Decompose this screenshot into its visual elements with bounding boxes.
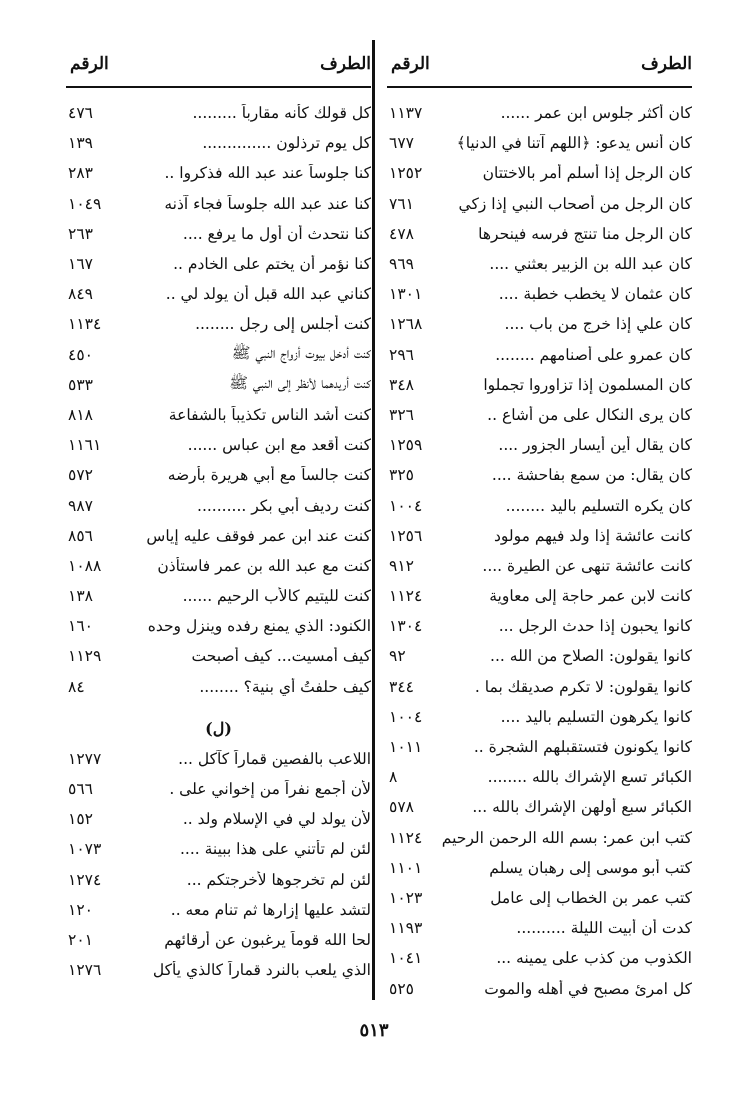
page-number: ٥١٣ bbox=[359, 1020, 389, 1041]
entry-text: الكبائر سبع أولهن الإشراك بالله ... bbox=[472, 798, 692, 817]
index-entry bbox=[387, 611, 692, 641]
entry-number: ١٥٢ bbox=[68, 810, 93, 829]
entry-number: ١١٠١ bbox=[389, 858, 423, 877]
entry-text: لتشد عليها إزارها ثم تنام معه .. bbox=[170, 900, 371, 919]
entry-text: كان عبد الله بن الزبير بعثني .... bbox=[489, 255, 692, 274]
entry-number: ٤٧٨ bbox=[389, 224, 414, 243]
entry-number: ١٣٨ bbox=[68, 587, 93, 606]
index-entry bbox=[66, 460, 371, 490]
index-entry bbox=[66, 925, 371, 955]
entry-text: الكنود: الذي يمنع رفده وينزل وحده bbox=[147, 617, 371, 636]
entry-text: كنت أشد الناس تكذيباً بالشفاعة bbox=[168, 405, 371, 424]
entry-text: لحا الله قوماً يرغبون عن أرقائهم bbox=[164, 930, 371, 949]
entry-number: ١٠٤٩ bbox=[68, 194, 102, 213]
entry-text: كان الرجل منا تنتج فرسه فينحرها bbox=[478, 224, 692, 243]
index-entry bbox=[66, 834, 371, 864]
right-entries bbox=[387, 88, 692, 1004]
index-entry bbox=[66, 581, 371, 611]
index-entry bbox=[66, 611, 371, 641]
index-entry bbox=[387, 762, 692, 792]
entry-text: كنت عند ابن عمر فوقف عليه إياس bbox=[146, 526, 371, 545]
entry-text: كنا نؤمر أن يختم على الخادم .. bbox=[173, 255, 371, 274]
index-entry bbox=[66, 521, 371, 551]
index-entry bbox=[387, 823, 692, 853]
entry-number: ٩٨٧ bbox=[68, 496, 93, 515]
entry-number: ١١٦١ bbox=[68, 436, 102, 455]
index-entry bbox=[66, 98, 371, 128]
index-entry bbox=[66, 672, 371, 702]
index-entry bbox=[387, 913, 692, 943]
entry-text: كيف أمسيت... كيف أصبحت bbox=[191, 647, 371, 666]
entry-text: اللاعب بالفصين قماراً كآكل ... bbox=[178, 749, 371, 768]
entry-text: كان أنس يدعو: ﴿اللهم آتنا في الدنيا﴾ bbox=[456, 134, 692, 153]
entry-number: ٥٢٥ bbox=[389, 979, 414, 998]
entry-text: كان يكره التسليم باليد ........ bbox=[505, 496, 692, 515]
entry-text: لئن لم تأتني على هذا ببينة .... bbox=[179, 840, 371, 859]
entry-number: ٩١٢ bbox=[389, 556, 414, 575]
index-entry bbox=[387, 853, 692, 883]
entry-number: ١٠٢٣ bbox=[389, 888, 423, 907]
entry-number: ٥٧٢ bbox=[68, 466, 93, 485]
entry-number: ١٢٧٦ bbox=[68, 961, 102, 980]
entry-number: ١٣٠١ bbox=[389, 285, 423, 304]
index-entry bbox=[66, 309, 371, 339]
index-entry bbox=[387, 521, 692, 551]
right-column-header bbox=[387, 40, 692, 88]
entry-number: ١٠٨٨ bbox=[68, 556, 102, 575]
term-header: الطرف bbox=[320, 54, 371, 74]
index-entry bbox=[387, 340, 692, 370]
entry-number: ١١٣٧ bbox=[389, 104, 423, 123]
entry-text: كانوا يكرهون التسليم باليد .... bbox=[500, 707, 692, 726]
entry-text: كان أكثر جلوس ابن عمر ...... bbox=[500, 104, 692, 123]
index-entry bbox=[66, 865, 371, 895]
index-entry bbox=[66, 955, 371, 985]
entry-text: كانوا يقولون: الصلاح من الله ... bbox=[490, 647, 692, 666]
index-entry bbox=[387, 551, 692, 581]
index-entry bbox=[66, 128, 371, 158]
index-entry bbox=[66, 804, 371, 834]
right-column bbox=[387, 40, 692, 1004]
index-entry bbox=[66, 340, 371, 370]
index-entry bbox=[66, 774, 371, 804]
entry-text: كان الرجل من أصحاب النبي إذا زكي bbox=[458, 194, 692, 213]
index-entry bbox=[387, 641, 692, 671]
index-entry bbox=[66, 490, 371, 520]
entry-number: ١٠١١ bbox=[389, 738, 423, 757]
entry-number: ٨٤٩ bbox=[68, 285, 93, 304]
index-entry bbox=[387, 370, 692, 400]
index-entry bbox=[387, 158, 692, 188]
entry-text: كانت عائشة إذا ولد فيهم مولود bbox=[493, 526, 692, 545]
entry-number: ٥٦٦ bbox=[68, 780, 93, 799]
left-entries-lam bbox=[66, 744, 371, 986]
index-page bbox=[52, 40, 692, 1000]
entry-number: ٨٥٦ bbox=[68, 526, 93, 545]
entry-number: ١٢٧٤ bbox=[68, 870, 102, 889]
index-entry bbox=[387, 279, 692, 309]
entry-text: كانت عائشة تنهى عن الطيرة .... bbox=[482, 556, 692, 575]
entry-number: ١٢٠ bbox=[68, 900, 93, 919]
index-entry bbox=[66, 189, 371, 219]
entry-number: ٢٠١ bbox=[68, 930, 93, 949]
entry-number: ١٠٠٤ bbox=[389, 707, 423, 726]
header-rule bbox=[66, 86, 371, 88]
index-entry bbox=[387, 430, 692, 460]
number-header: الرقم bbox=[70, 54, 109, 74]
entry-number: ١١٢٤ bbox=[389, 828, 423, 847]
entry-number: ٢٦٣ bbox=[68, 224, 93, 243]
index-entry bbox=[387, 460, 692, 490]
index-entry bbox=[387, 128, 692, 158]
entry-text: كان يقال أين أيسار الجزور .... bbox=[498, 436, 692, 455]
left-entries bbox=[66, 88, 371, 702]
entry-text: كيف حلفتُ أي بنية؟ ........ bbox=[199, 677, 371, 696]
entry-number: ١٢٥٢ bbox=[389, 164, 423, 183]
index-entry bbox=[387, 581, 692, 611]
entry-text: كل قولك كأنه مقارباً ......... bbox=[192, 104, 371, 123]
entry-text: كان عمرو على أصنامهم ........ bbox=[495, 345, 692, 364]
entry-number: ٤٧٦ bbox=[68, 104, 93, 123]
index-entry bbox=[66, 744, 371, 774]
left-column bbox=[66, 40, 371, 985]
index-entry bbox=[387, 732, 692, 762]
index-entry bbox=[387, 249, 692, 279]
index-entry bbox=[387, 98, 692, 128]
index-entry bbox=[387, 309, 692, 339]
column-divider bbox=[372, 40, 375, 1000]
entry-text: كنا جلوساً عند عبد الله فذكروا .. bbox=[164, 164, 371, 183]
entry-text: كان الرجل إذا أسلم أمر بالاختتان bbox=[482, 164, 692, 183]
index-entry bbox=[66, 158, 371, 188]
entry-number: ٢٨٣ bbox=[68, 164, 93, 183]
entry-number: ١١٢٩ bbox=[68, 647, 102, 666]
entry-number: ٦٧٧ bbox=[389, 134, 414, 153]
entry-text: كنت أدخل بيوت أزواج النبي ﷺ bbox=[231, 344, 371, 363]
entry-text: كنت أقعد مع ابن عباس ...... bbox=[187, 436, 371, 455]
entry-number: ١١٩٣ bbox=[389, 919, 423, 938]
index-entry bbox=[387, 490, 692, 520]
entry-text: كتب عمر بن الخطاب إلى عامل bbox=[490, 888, 692, 907]
entry-text: الذي يلعب بالنرد قماراً كالذي يأكل bbox=[152, 961, 371, 980]
entry-number: ١١٣٤ bbox=[68, 315, 102, 334]
entry-text: كان المسلمون إذا تزاوروا تجملوا bbox=[483, 375, 692, 394]
entry-text: كدت أن أبيت الليلة .......... bbox=[516, 919, 692, 938]
entry-text: كانوا يحبون إذا حدث الرجل ... bbox=[498, 617, 692, 636]
entry-number: ٧٦١ bbox=[389, 194, 414, 213]
entry-number: ٨ bbox=[389, 768, 398, 787]
entry-text: لأن يولد لي في الإسلام ولد .. bbox=[182, 810, 371, 829]
index-entry bbox=[387, 400, 692, 430]
index-entry bbox=[66, 641, 371, 671]
index-entry bbox=[387, 219, 692, 249]
entry-text: كنا نتحدث أن أول ما يرفع .... bbox=[182, 224, 371, 243]
entry-number: ٣٤٨ bbox=[389, 375, 414, 394]
entry-number: ١٦٠ bbox=[68, 617, 93, 636]
entry-number: ١٢٥٩ bbox=[389, 436, 423, 455]
entry-number: ١٢٦٨ bbox=[389, 315, 423, 334]
entry-number: ١٠٧٣ bbox=[68, 840, 102, 859]
index-entry bbox=[66, 219, 371, 249]
header-rule bbox=[387, 86, 692, 88]
index-entry bbox=[387, 792, 692, 822]
term-header: الطرف bbox=[641, 54, 692, 74]
entry-text: كنت لليتيم كالأب الرحيم ...... bbox=[182, 587, 371, 606]
entry-number: ٥٧٨ bbox=[389, 798, 414, 817]
entry-text: كتب أبو موسى إلى رهبان يسلم bbox=[489, 858, 692, 877]
entry-number: ١٣٠٤ bbox=[389, 617, 423, 636]
entry-number: ٣٤٤ bbox=[389, 677, 414, 696]
entry-text: كان يقال: من سمع بفاحشة .... bbox=[491, 466, 692, 485]
entry-text: الكذوب من كذب على يمينه ... bbox=[496, 949, 692, 968]
entry-text: كتب ابن عمر: بسم الله الرحمن الرحيم bbox=[441, 828, 692, 847]
entry-text: كل يوم ترذلون .............. bbox=[202, 134, 371, 153]
section-letter: (ل) bbox=[205, 718, 232, 738]
entry-text: كانوا يكونون فتستقبلهم الشجرة .. bbox=[473, 738, 692, 757]
entry-number: ٣٢٦ bbox=[389, 405, 414, 424]
entry-number: ١٠٠٤ bbox=[389, 496, 423, 515]
index-entry bbox=[387, 943, 692, 973]
entry-number: ٩٦٩ bbox=[389, 255, 414, 274]
entry-text: الكبائر تسع الإشراك بالله ........ bbox=[487, 768, 692, 787]
entry-text: كان عثمان لا يخطب خطبة .... bbox=[498, 285, 692, 304]
index-entry bbox=[66, 895, 371, 925]
entry-number: ٩٢ bbox=[389, 647, 406, 666]
index-entry bbox=[66, 430, 371, 460]
entry-text: لئن لم تخرجوها لأخرجتكم ... bbox=[186, 870, 371, 889]
index-entry bbox=[66, 249, 371, 279]
index-entry bbox=[387, 189, 692, 219]
index-entry bbox=[66, 400, 371, 430]
entry-number: ١١٢٤ bbox=[389, 587, 423, 606]
number-header: الرقم bbox=[391, 54, 430, 74]
index-entry bbox=[387, 672, 692, 702]
entry-number: ٨٤ bbox=[68, 677, 85, 696]
entry-text: كان علي إذا خرج من باب .... bbox=[504, 315, 692, 334]
entry-number: ٨١٨ bbox=[68, 405, 93, 424]
index-entry bbox=[66, 551, 371, 581]
entry-text: كنت رديف أبي بكر .......... bbox=[197, 496, 371, 515]
entry-text: كانت لابن عمر حاجة إلى معاوية bbox=[489, 587, 692, 606]
index-entry bbox=[66, 370, 371, 400]
entry-number: ٤٥٠ bbox=[68, 345, 93, 364]
entry-text: كنت أجلس إلى رجل ........ bbox=[195, 315, 371, 334]
entry-number: ١٦٧ bbox=[68, 255, 93, 274]
entry-text: كنا عند عبد الله جلوساً فجاء آذنه bbox=[164, 194, 371, 213]
entry-text: لأن أجمع نفراً من إخواني على . bbox=[169, 780, 371, 799]
entry-number: ١٢٥٦ bbox=[389, 526, 423, 545]
entry-number: ١٢٧٧ bbox=[68, 749, 102, 768]
index-entry bbox=[387, 702, 692, 732]
entry-text: كنت أريدهما لأنظر إلى النبي ﷺ bbox=[229, 374, 371, 393]
left-column-header bbox=[66, 40, 371, 88]
index-entry bbox=[387, 883, 692, 913]
index-entry bbox=[66, 279, 371, 309]
entry-number: ٣٢٥ bbox=[389, 466, 414, 485]
entry-number: ١٠٤١ bbox=[389, 949, 423, 968]
entry-number: ١٣٩ bbox=[68, 134, 93, 153]
entry-text: كنت مع عبد الله بن عمر فاستأذن bbox=[157, 556, 371, 575]
entry-number: ٥٣٣ bbox=[68, 375, 93, 394]
entry-text: كناني عبد الله قبل أن يولد لي .. bbox=[165, 285, 371, 304]
entry-text: كنت جالساً مع أبي هريرة بأرضه bbox=[167, 466, 371, 485]
entry-text: كان يرى النكال على من أشاع .. bbox=[487, 405, 692, 424]
entry-text: كانوا يقولون: لا تكرم صديقك بما . bbox=[474, 677, 692, 696]
entry-number: ٢٩٦ bbox=[389, 345, 414, 364]
index-entry bbox=[387, 973, 692, 1003]
entry-text: كل امرئ مصبح في أهله والموت bbox=[484, 979, 692, 998]
